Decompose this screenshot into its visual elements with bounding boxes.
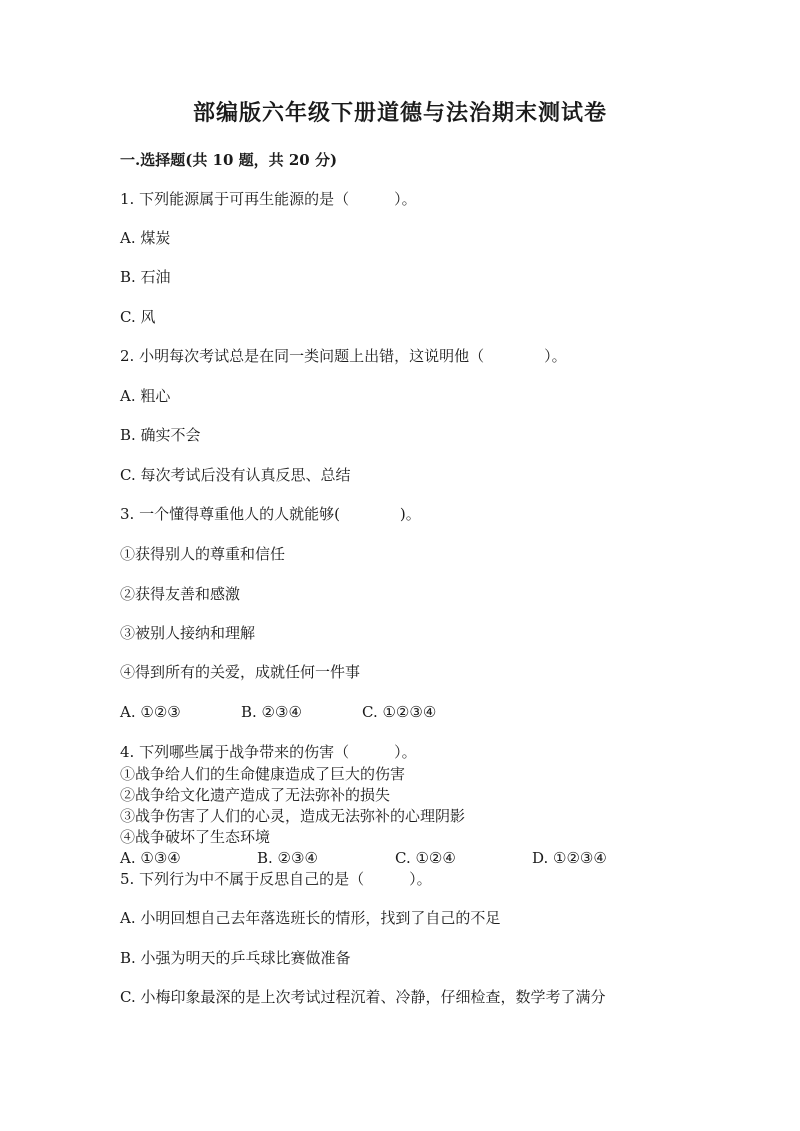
question-4-statement-2: ②战争给文化遗产造成了无法弥补的损失 xyxy=(120,786,391,804)
question-3-stem: 3. 一个懂得尊重他人的人就能够( )。 xyxy=(120,505,421,523)
question-3-statement-1: ①获得别人的尊重和信任 xyxy=(120,545,286,563)
question-3-option-b: B. ②③④ xyxy=(241,703,302,721)
question-3-statement-3: ③被别人接纳和理解 xyxy=(120,624,256,642)
question-4-statement-3: ③战争伤害了人们的心灵，造成无法弥补的心理阴影 xyxy=(120,807,466,825)
question-5-stem: 5. 下列行为中不属于反思自己的是（ ）。 xyxy=(120,870,432,888)
question-1-option-b: B. 石油 xyxy=(120,268,171,286)
question-4-statement-4: ④战争破坏了生态环境 xyxy=(120,828,271,846)
question-5-option-c: C. 小梅印象最深的是上次考试过程沉着、冷静，仔细检查，数学考了满分 xyxy=(120,988,606,1006)
question-4-option-b: B. ②③④ xyxy=(257,849,318,867)
question-2-option-b: B. 确实不会 xyxy=(120,426,201,444)
question-3-option-a: A. ①②③ xyxy=(120,703,181,721)
question-3-option-c: C. ①②③④ xyxy=(362,703,437,721)
question-4-stem: 4. 下列哪些属于战争带来的伤害（ ）。 xyxy=(120,743,417,761)
question-5-option-a: A. 小明回想自己去年落选班长的情形，找到了自己的不足 xyxy=(120,909,501,927)
page-title: 部编版六年级下册道德与法治期末测试卷 xyxy=(192,100,607,126)
question-1-option-c: C. 风 xyxy=(120,308,156,326)
question-4-option-c: C. ①②④ xyxy=(395,849,456,867)
question-1-stem: 1. 下列能源属于可再生能源的是（ ）。 xyxy=(120,190,417,208)
question-2-option-c: C. 每次考试后没有认真反思、总结 xyxy=(120,466,351,484)
question-2-option-a: A. 粗心 xyxy=(120,387,171,405)
question-3-statement-4: ④得到所有的关爱，成就任何一件事 xyxy=(120,663,361,681)
question-1-option-a: A. 煤炭 xyxy=(120,229,171,247)
question-4-option-d: D. ①②③④ xyxy=(532,849,607,867)
question-4-statement-1: ①战争给人们的生命健康造成了巨大的伤害 xyxy=(120,765,406,783)
question-4-option-a: A. ①③④ xyxy=(120,849,181,867)
question-3-statement-2: ②获得友善和感激 xyxy=(120,585,241,603)
section-heading: 一.选择题(共 10 题，共 20 分) xyxy=(120,151,338,169)
question-2-stem: 2. 小明每次考试总是在同一类问题上出错，这说明他（ ）。 xyxy=(120,347,567,365)
question-5-option-b: B. 小强为明天的乒乓球比赛做准备 xyxy=(120,949,351,967)
